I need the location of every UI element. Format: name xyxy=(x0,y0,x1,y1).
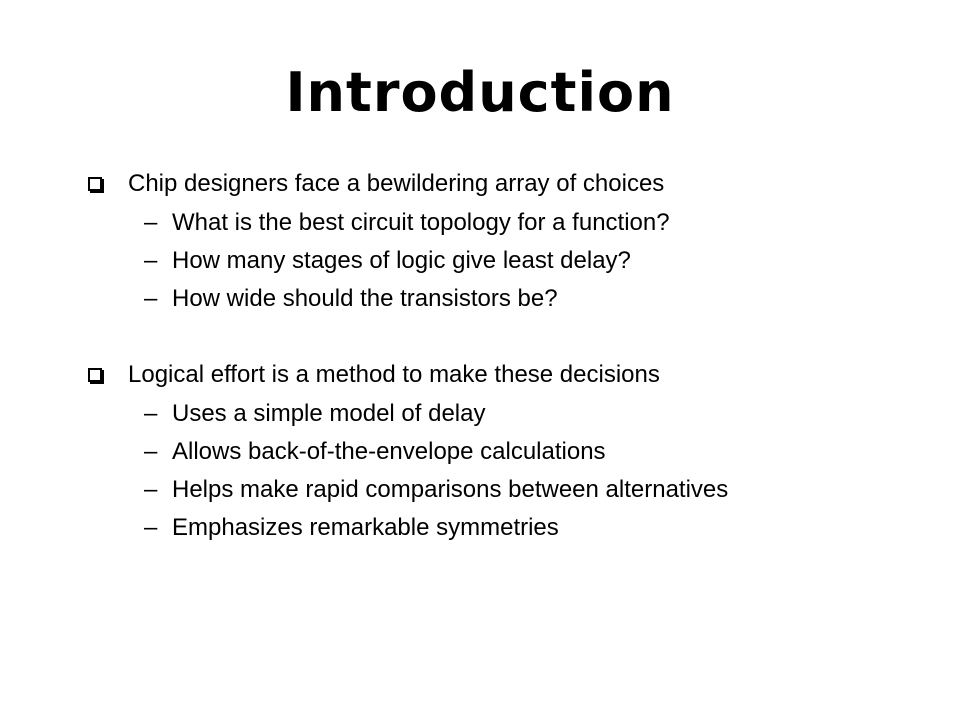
sub-bullet-item xyxy=(88,471,728,509)
sub-bullet-item xyxy=(88,433,728,471)
dash-icon: – xyxy=(144,285,158,312)
bullet-group-2 xyxy=(88,355,728,547)
sub-bullet-text: How many stages of logic give least delay? xyxy=(172,247,631,274)
slide-title: Introduction xyxy=(285,61,675,124)
dash-icon: – xyxy=(144,400,158,427)
checkbox-bullet-icon xyxy=(88,368,102,382)
sub-bullet-text: How wide should the transistors be? xyxy=(172,285,558,312)
sub-bullet-item xyxy=(88,395,728,433)
bullet-text: Logical effort is a method to make these decisions xyxy=(128,361,660,388)
dash-icon: – xyxy=(144,476,158,503)
bullet-item xyxy=(88,355,728,395)
sub-bullet-text: Helps make rapid comparisons between alternatives xyxy=(172,476,729,503)
sub-bullet-item xyxy=(88,242,670,280)
dash-icon: – xyxy=(144,514,158,541)
bullet-text: Chip designers face a bewildering array of choices xyxy=(128,170,665,197)
bullet-item xyxy=(88,164,670,204)
sub-bullet-item xyxy=(88,509,728,547)
sub-bullet-item xyxy=(88,204,670,242)
sub-bullet-text: Emphasizes remarkable symmetries xyxy=(172,514,559,541)
sub-bullet-text: Uses a simple model of delay xyxy=(172,400,486,427)
sub-bullet-text: What is the best circuit topology for a function? xyxy=(172,209,670,236)
bullet-group-1 xyxy=(88,164,670,318)
sub-bullet-text: Allows back-of-the-envelope calculations xyxy=(172,438,606,465)
checkbox-bullet-icon xyxy=(88,177,102,191)
dash-icon: – xyxy=(144,438,158,465)
dash-icon: – xyxy=(144,247,158,274)
dash-icon: – xyxy=(144,209,158,236)
sub-bullet-item xyxy=(88,280,670,318)
